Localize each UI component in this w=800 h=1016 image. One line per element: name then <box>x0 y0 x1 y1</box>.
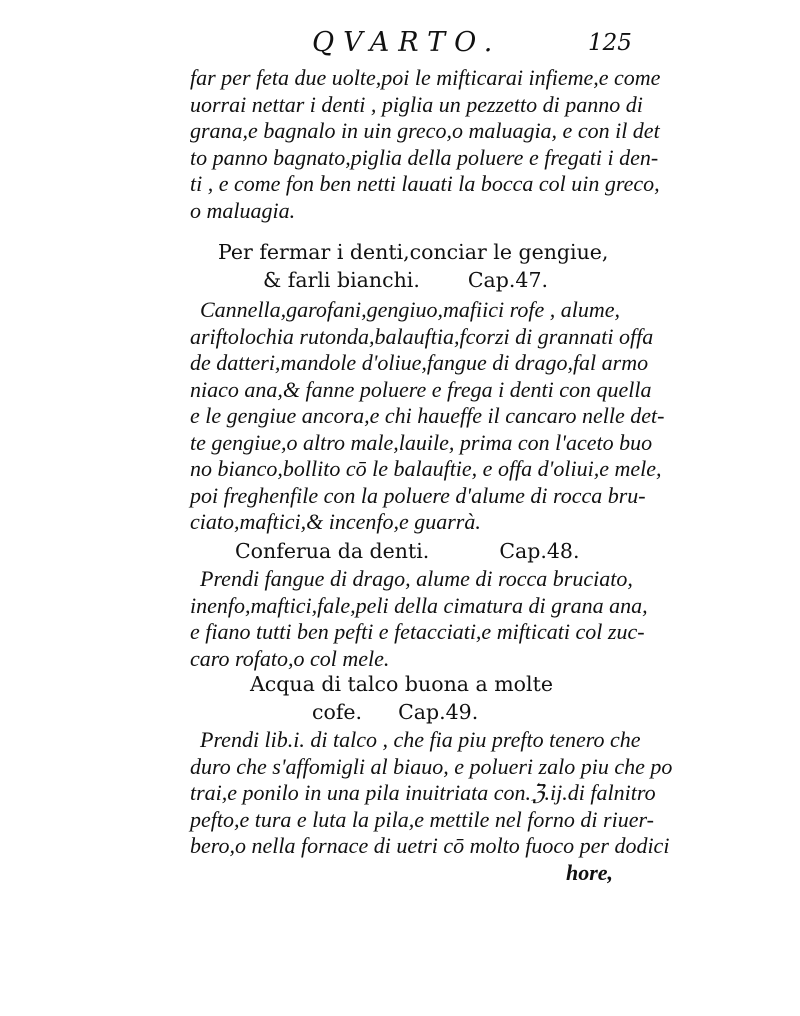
text-line: e le gengiue ancora,e chi haueffe il cancaro nelle det- <box>190 403 665 428</box>
text-line: e fiano tutti ben pefti e fetacciati,e mifticati col zuc- <box>190 619 645 644</box>
chapter-heading-line <box>250 698 553 726</box>
chapter-47-body <box>190 297 664 536</box>
text-line: o maluagia. <box>190 197 296 223</box>
text-line: duro che s'affomigli al biauo, e polueri zalo piu che po <box>190 753 673 779</box>
text-line: far per feta due uolte,poi le mifticarai infieme,e come <box>190 65 661 90</box>
text-line: ciato,maftici,& incenfo,e guarrà. <box>190 509 481 534</box>
chapter-heading-line: Per fermar i denti,conciar le gengiue, <box>218 240 609 264</box>
chapter-title: cofe. <box>312 700 363 724</box>
chapter-number: Cap.47. <box>467 268 549 292</box>
text-line: pefto,e tura e luta la pila,e mettile nel forno di riuer- <box>190 806 654 832</box>
text-line: no bianco,bollito cō le balauftie, e offa d'oliui,e mele, <box>190 456 662 481</box>
chapter-47-heading <box>218 238 608 294</box>
text-line: Cannella,garofani,gengiuo,mafiici rofe , alume, <box>200 297 620 322</box>
text-line: ariftolochia rutonda,balauftia,fcorzi di grannati offa <box>190 323 654 349</box>
text-line: de datteri,mandole d'oliue,fangue di drago,fal armo <box>190 350 649 375</box>
text-line: uorrai nettar i denti , piglia un pezzetto di panno di <box>190 91 643 117</box>
text-line: bero,o nella fornace di uetri cō molto fuoco per dodici <box>190 833 670 858</box>
chapter-48-body <box>190 566 648 672</box>
chapter-number: Cap.49. <box>398 700 479 724</box>
text-line: grana,e bagnalo in uin greco,o maluagia, e con il det <box>190 118 660 143</box>
text-line: caro rofato,o col mele. <box>190 645 390 671</box>
chapter-49-heading <box>250 670 553 726</box>
text-line: to panno bagnato,piglia della poluere e fregati i den- <box>190 144 659 170</box>
running-head: QVARTO. <box>312 27 502 58</box>
text-line: niaco ana,& fanne poluere e frega i denti con quella <box>190 376 652 402</box>
chapter-heading-line <box>235 537 579 565</box>
chapter-heading-line <box>218 266 608 294</box>
page-number: 125 <box>588 30 632 56</box>
text-line: inenfo,maftici,fale,peli della cimatura di grana ana, <box>190 592 648 618</box>
text-line: Prendi lib.i. di talco , che fia piu prefto tenero che <box>200 727 641 752</box>
catchword: hore, <box>566 860 614 885</box>
text-line: Prendi fangue di drago, alume di rocca bruciato, <box>200 566 633 591</box>
text-line: trai,e ponilo in una pila inuitriata con.ℨ.ij.di falnitro <box>190 780 656 805</box>
chapter-heading-line: Acqua di talco buona a molte <box>250 672 553 696</box>
chapter-49-body <box>190 727 672 860</box>
chapter-title: & farli bianchi. <box>263 268 420 292</box>
chapter-title: Conferua da denti. <box>235 539 430 563</box>
intro-paragraph <box>190 65 660 224</box>
text-line: ti , e come fon ben netti lauati la bocca col uin greco, <box>190 171 660 196</box>
text-line: te gengiue,o altro male,lauile, prima con l'aceto buo <box>190 429 653 455</box>
chapter-number: Cap.48. <box>499 539 580 563</box>
text-line: poi freghenfile con la poluere d'alume di rocca bru- <box>190 482 646 508</box>
chapter-48-heading <box>235 537 579 565</box>
